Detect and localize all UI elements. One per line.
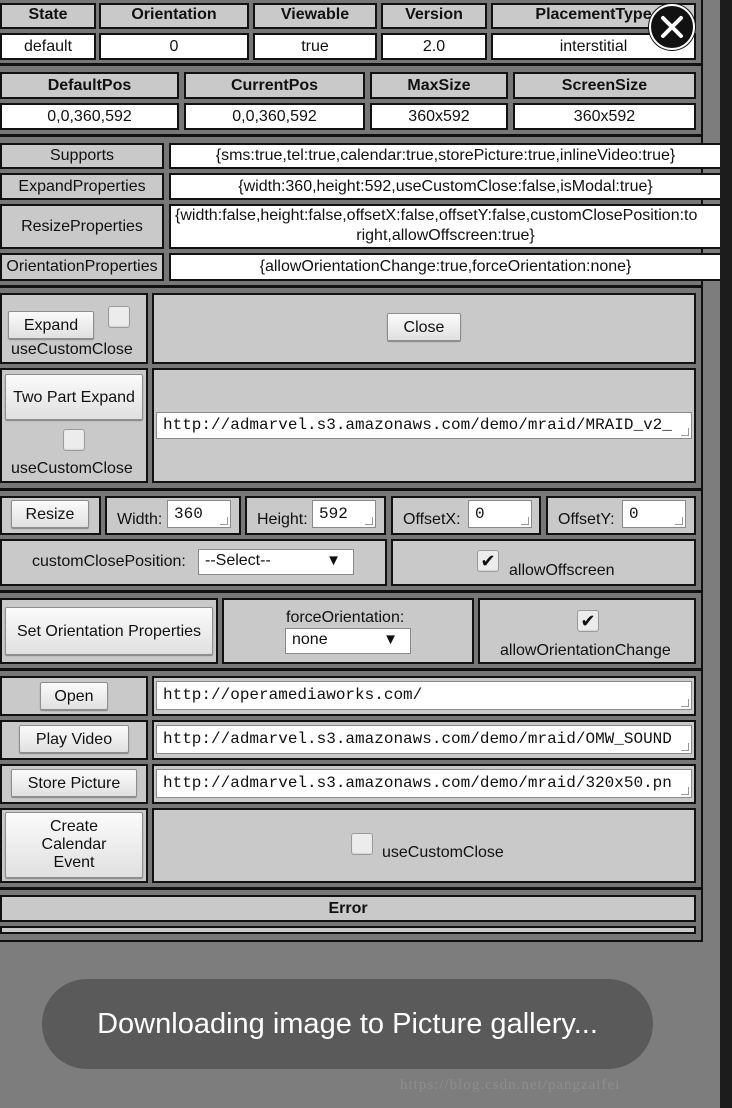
open-url-input[interactable]: [156, 681, 692, 710]
expand-custom-close-checkbox[interactable]: [108, 306, 130, 328]
default-pos-value: 0,0,360,592: [0, 103, 179, 130]
resize-properties-line1: {width:false,height:false,offsetX:false,offsetY:false,customClosePosition:to: [175, 207, 698, 224]
expand-button[interactable]: Expand: [8, 311, 94, 339]
height-label: Height:: [257, 511, 308, 528]
placement-type-value: interstitial: [491, 33, 696, 60]
viewable-value: true: [253, 33, 377, 60]
set-orientation-button[interactable]: Set Orientation Properties: [5, 607, 213, 655]
state-header: State: [0, 3, 96, 29]
resize-grip-icon: [365, 517, 373, 525]
viewable-header: Viewable: [253, 3, 377, 29]
close-position-label: customClosePosition:: [32, 553, 186, 570]
two-part-url-input[interactable]: [156, 412, 692, 439]
current-pos-header: CurrentPos: [184, 72, 365, 99]
play-video-url-text: http://admarvel.s3.amazonaws.com/demo/mraid/OMW_SOUND: [163, 730, 672, 748]
divider: [0, 63, 703, 66]
width-label: Width:: [117, 511, 163, 528]
force-orientation-selected: none: [292, 631, 328, 648]
expand-properties-label: ExpandProperties: [0, 173, 164, 200]
store-picture-url-text: http://admarvel.s3.amazonaws.com/demo/mraid/320x50.pn: [163, 774, 672, 792]
resize-button[interactable]: Resize: [11, 500, 89, 528]
height-input[interactable]: [312, 500, 376, 528]
play-video-url-input[interactable]: [156, 725, 692, 754]
orientation-header: Orientation: [99, 3, 249, 29]
state-value: default: [0, 33, 96, 60]
version-header: Version: [381, 3, 487, 29]
offsetx-input-text: 0: [475, 505, 485, 523]
close-x-glyph: [651, 6, 693, 48]
store-picture-url-input[interactable]: [156, 769, 692, 798]
orientation-properties-label: OrientationProperties: [0, 253, 164, 281]
expand-custom-close-label: useCustomClose: [11, 341, 133, 358]
resize-grip-icon: [681, 428, 689, 436]
divider: [0, 887, 703, 890]
store-picture-button[interactable]: Store Picture: [11, 769, 137, 797]
open-button[interactable]: Open: [40, 682, 108, 710]
offsety-input-text: 0: [629, 505, 639, 523]
checkmark-icon: ✔: [580, 611, 596, 631]
screen-size-value: 360x592: [513, 103, 696, 130]
close-circle-icon[interactable]: [649, 4, 695, 50]
divider: [0, 668, 703, 671]
open-url-text: http://operamediaworks.com/: [163, 686, 423, 704]
screen-size-header: ScreenSize: [513, 72, 696, 99]
resize-grip-icon: [681, 699, 689, 707]
current-pos-value: 0,0,360,592: [184, 103, 365, 130]
divider: [0, 134, 703, 137]
offsetx-input[interactable]: [468, 500, 532, 528]
max-size-value: 360x592: [370, 103, 508, 130]
supports-value: {sms:true,tel:true,calendar:true,storePicture:true,inlineVideo:true}: [169, 143, 720, 169]
orientation-value: 0: [99, 33, 249, 60]
resize-grip-icon: [521, 517, 529, 525]
scrollbar-track[interactable]: [720, 0, 732, 1108]
dropdown-arrow-icon: ▼: [383, 631, 398, 648]
width-input-text: 360: [174, 505, 203, 523]
orientation-properties-value: {allowOrientationChange:true,forceOrientation:none}: [169, 253, 720, 281]
max-size-header: MaxSize: [370, 72, 508, 99]
two-part-custom-close-checkbox[interactable]: [63, 429, 85, 451]
divider: [0, 488, 703, 491]
resize-grip-icon: [681, 787, 689, 795]
supports-label: Supports: [0, 143, 164, 169]
resize-properties-label: ResizeProperties: [0, 204, 164, 249]
allow-offscreen-checkbox[interactable]: [477, 550, 499, 572]
two-part-custom-close-label: useCustomClose: [11, 460, 133, 477]
error-header: Error: [0, 895, 696, 922]
toast-message: Downloading image to Picture gallery...: [42, 979, 653, 1069]
allow-offscreen-label: allowOffscreen: [509, 562, 615, 579]
width-input[interactable]: [167, 500, 231, 528]
calendar-custom-close-label: useCustomClose: [382, 844, 504, 861]
allow-orientation-change-label: allowOrientationChange: [500, 642, 671, 659]
play-video-button[interactable]: Play Video: [19, 725, 129, 753]
checkmark-icon: ✔: [480, 551, 496, 571]
height-input-text: 592: [319, 505, 348, 523]
force-orientation-select[interactable]: [285, 628, 411, 654]
offsety-input[interactable]: [622, 500, 686, 528]
create-calendar-event-button[interactable]: Create Calendar Event: [5, 812, 143, 878]
allow-orientation-change-checkbox[interactable]: [577, 610, 599, 632]
two-part-url-text: http://admarvel.s3.amazonaws.com/demo/mraid/MRAID_v2_: [163, 416, 672, 434]
error-content: [0, 926, 696, 934]
close-button[interactable]: Close: [387, 313, 461, 341]
resize-grip-icon: [681, 743, 689, 751]
offsety-label: OffsetY:: [558, 511, 615, 528]
calendar-custom-close-checkbox[interactable]: [351, 833, 373, 855]
resize-properties-line2: right,allowOffscreen:true}: [356, 227, 535, 244]
resize-grip-icon: [675, 517, 683, 525]
offsetx-label: OffsetX:: [403, 511, 461, 528]
version-value: 2.0: [381, 33, 487, 60]
default-pos-header: DefaultPos: [0, 72, 179, 99]
two-part-expand-button[interactable]: Two Part Expand: [5, 374, 143, 420]
divider: [0, 285, 703, 288]
close-position-selected: --Select--: [205, 552, 271, 569]
dropdown-arrow-icon: ▼: [326, 552, 341, 569]
watermark-text: https://blog.csdn.net/pangzaifei: [400, 1077, 621, 1093]
close-position-select[interactable]: [198, 549, 354, 575]
resize-grip-icon: [220, 517, 228, 525]
expand-properties-value: {width:360,height:592,useCustomClose:false,isModal:true}: [169, 173, 720, 200]
placement-type-header: PlacementType: [491, 3, 696, 29]
divider: [0, 590, 703, 593]
force-orientation-label: forceOrientation:: [286, 609, 405, 626]
resize-properties-value: [169, 204, 720, 249]
